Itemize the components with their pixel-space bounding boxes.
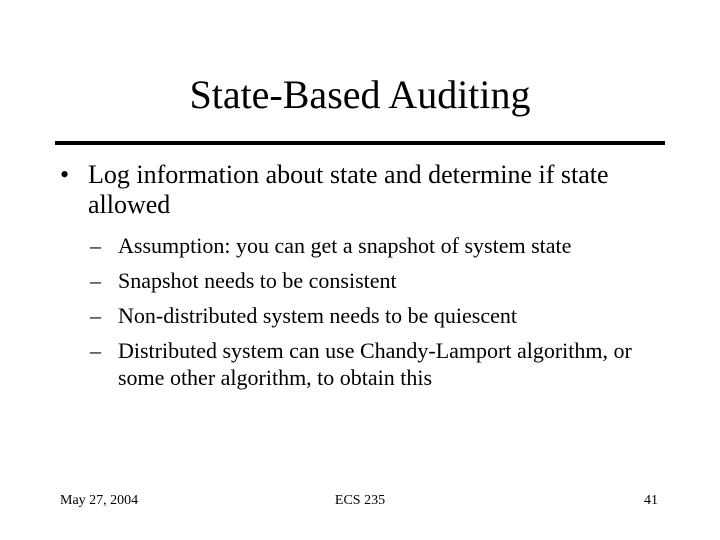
bullet-text: Log information about state and determine if state allowed [88,160,609,219]
subbullet-marker: – [90,268,101,293]
subbullet-marker: – [90,338,101,363]
subbullet-item [90,267,680,294]
subbullet-marker: – [90,303,101,328]
subbullet-item [90,232,680,259]
subbullet-item [90,337,680,391]
subbullet-marker: – [90,233,101,258]
subbullet-item [90,302,680,329]
subbullet-text: Distributed system can use Chandy-Lamport algorithm, or some other algorithm, to obtain this [118,338,632,390]
bullet-item [60,160,680,220]
footer-date: May 27, 2004 [60,493,139,508]
subbullet-list [60,232,680,391]
slide-title: State-Based Auditing [189,72,531,117]
bullet-marker: • [60,160,70,189]
slide-content [60,160,680,399]
subbullet-text: Non-distributed system needs to be quiescent [118,303,517,328]
title-divider [55,141,665,145]
subbullet-text: Assumption: you can get a snapshot of system state [118,233,572,258]
subbullet-text: Snapshot needs to be consistent [118,268,397,293]
footer-course: ECS 235 [334,493,386,508]
footer-page-number: 41 [644,493,658,508]
